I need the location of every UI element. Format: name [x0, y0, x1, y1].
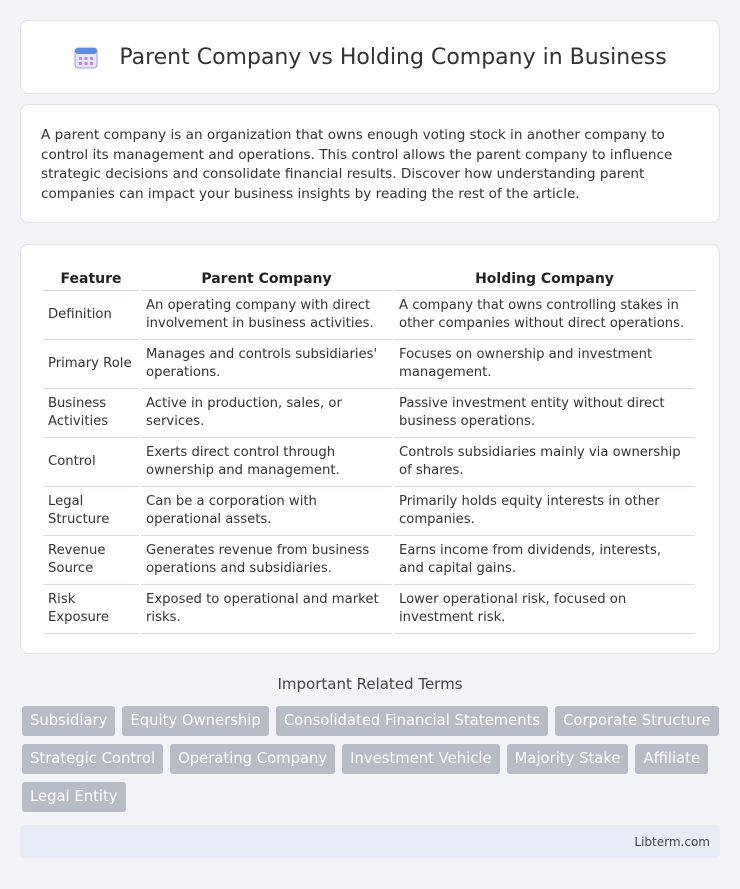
feature-cell: Revenue Source [43, 536, 139, 585]
parent-cell: Exerts direct control through ownership and management. [141, 438, 392, 487]
tag-legal-entity[interactable]: Legal Entity [22, 782, 126, 812]
tag-equity-ownership[interactable]: Equity Ownership [122, 706, 268, 736]
parent-cell: Generates revenue from business operations and subsidiaries. [141, 536, 392, 585]
holding-cell: Focuses on ownership and investment management. [394, 340, 695, 389]
tag-operating-company[interactable]: Operating Company [170, 744, 335, 774]
table-row [43, 585, 695, 634]
table-row [43, 340, 695, 389]
related-terms-list [22, 706, 722, 812]
page-title: Parent Company vs Holding Company in Business [119, 44, 667, 70]
header-holding-company: Holding Company [394, 267, 695, 291]
tag-corporate-structure[interactable]: Corporate Structure [555, 706, 719, 736]
comparison-card [20, 244, 720, 654]
footer [20, 825, 720, 858]
holding-cell: Lower operational risk, focused on investment risk. [394, 585, 695, 634]
feature-cell: Definition [43, 291, 139, 340]
tag-consolidated-financial-statements[interactable]: Consolidated Financial Statements [276, 706, 548, 736]
calendar-icon [73, 44, 99, 70]
intro-text: A parent company is an organization that owns enough voting stock in another company to control its management and operations. This control allows the parent company to influence strategic decisions and consolidate financial results. Discover how understanding parent companies can impact your business insights by reading the rest of the article. [41, 127, 673, 202]
header-feature: Feature [43, 267, 139, 291]
header-parent-company: Parent Company [141, 267, 392, 291]
parent-cell: Exposed to operational and market risks. [141, 585, 392, 634]
holding-cell: Controls subsidiaries mainly via ownership of shares. [394, 438, 695, 487]
parent-cell: An operating company with direct involvement in business activities. [141, 291, 392, 340]
feature-cell: Control [43, 438, 139, 487]
table-row [43, 536, 695, 585]
table-row [43, 291, 695, 340]
tag-affiliate[interactable]: Affiliate [635, 744, 708, 774]
feature-cell: Risk Exposure [43, 585, 139, 634]
tag-investment-vehicle[interactable]: Investment Vehicle [342, 744, 499, 774]
parent-cell: Manages and controls subsidiaries' operations. [141, 340, 392, 389]
comparison-table [41, 267, 697, 634]
parent-cell: Active in production, sales, or services. [141, 389, 392, 438]
holding-cell: Earns income from dividends, interests, and capital gains. [394, 536, 695, 585]
related-terms-title: Important Related Terms [277, 675, 463, 693]
parent-cell: Can be a corporation with operational assets. [141, 487, 392, 536]
tag-subsidiary[interactable]: Subsidiary [22, 706, 115, 736]
holding-cell: A company that owns controlling stakes in other companies without direct operations. [394, 291, 695, 340]
tag-majority-stake[interactable]: Majority Stake [507, 744, 629, 774]
feature-cell: Legal Structure [43, 487, 139, 536]
footer-site-link[interactable]: Libterm.com [634, 834, 710, 849]
table-row [43, 389, 695, 438]
table-row [43, 438, 695, 487]
table-header-row [43, 267, 695, 291]
header-card [20, 20, 720, 94]
table-row [43, 487, 695, 536]
tag-strategic-control[interactable]: Strategic Control [22, 744, 163, 774]
holding-cell: Passive investment entity without direct business operations. [394, 389, 695, 438]
feature-cell: Business Activities [43, 389, 139, 438]
holding-cell: Primarily holds equity interests in other companies. [394, 487, 695, 536]
feature-cell: Primary Role [43, 340, 139, 389]
intro-card [20, 104, 720, 223]
